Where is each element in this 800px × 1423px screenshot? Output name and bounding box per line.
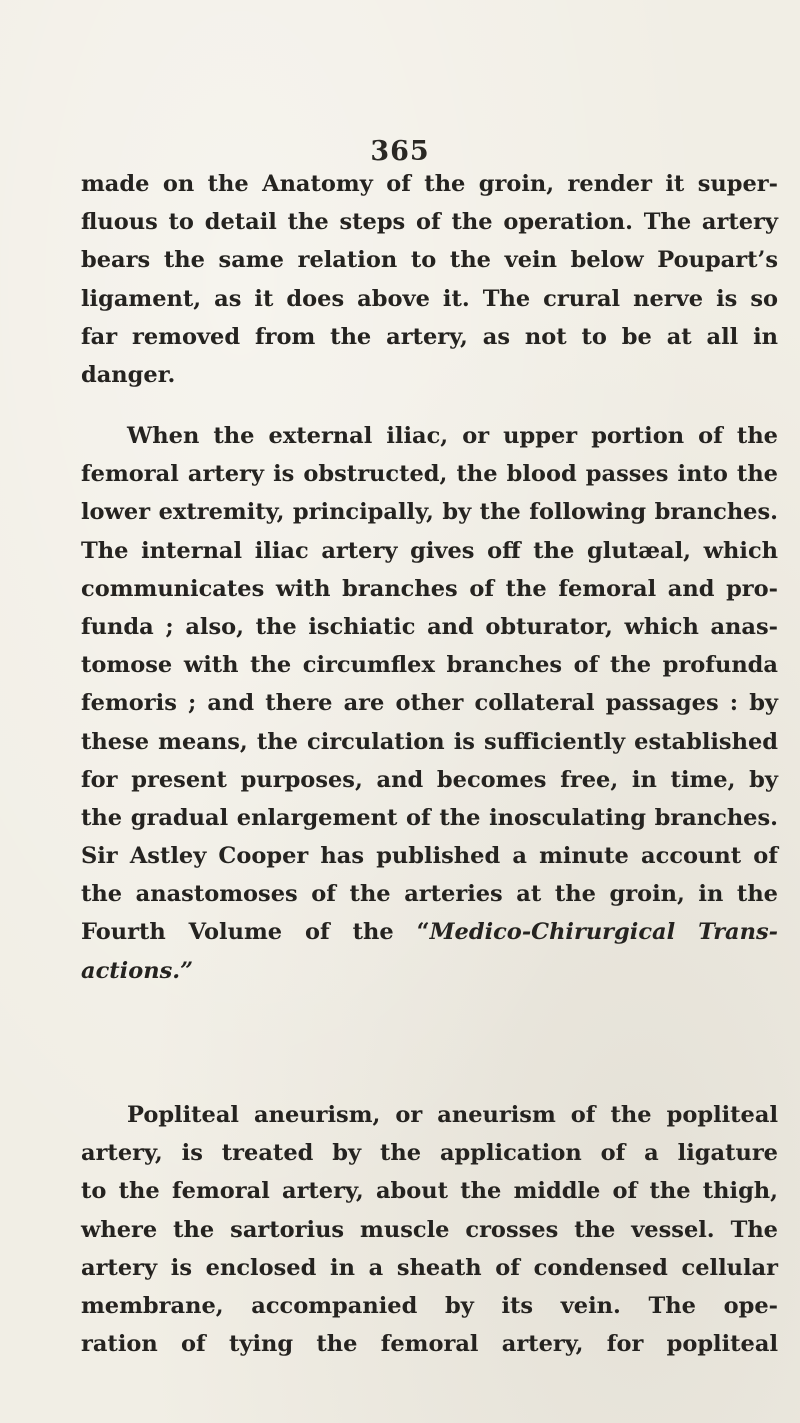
text-line-with-italic-title bbox=[81, 913, 778, 951]
text-line: membrane, accompanied by its vein. The ope- bbox=[81, 1292, 778, 1319]
italic-title-fragment: Medico-Chirurgical Trans- bbox=[429, 919, 778, 946]
text-line: artery, is treated by the application of a ligature bbox=[81, 1140, 778, 1167]
text-line: Popliteal aneurism, or aneurism of the popliteal bbox=[127, 1102, 778, 1128]
text-line: lower extremity, principally, by the following branches. bbox=[81, 499, 778, 526]
text-line: artery is enclosed in a sheath of condensed cellular bbox=[81, 1254, 778, 1281]
text-line: the anastomoses of the arteries at the groin, in the bbox=[81, 881, 778, 908]
text-line bbox=[81, 952, 778, 990]
paragraph-2 bbox=[81, 417, 778, 990]
text-line: funda ; also, the ischiatic and obturator, which anas- bbox=[81, 613, 778, 640]
text-line: danger. bbox=[81, 361, 176, 388]
text-line: The internal iliac artery gives off the glutæal, which bbox=[81, 537, 778, 564]
text-line: these means, the circulation is sufficiently established bbox=[81, 728, 778, 755]
text-line: When the external iliac, or upper portion of the bbox=[127, 423, 778, 449]
text-line: far removed from the artery, as not to be at all in bbox=[81, 323, 778, 350]
text-line: communicates with branches of the femoral and pro- bbox=[81, 575, 778, 602]
text-line: for present purposes, and becomes free, in time, by bbox=[81, 766, 778, 793]
text-line: where the sartorius muscle crosses the vessel. The bbox=[81, 1216, 778, 1243]
text-line: tomose with the circumflex branches of the profunda bbox=[81, 652, 778, 679]
text-line: made on the Anatomy of the groin, render it super- bbox=[81, 171, 778, 197]
text-line: bears the same relation to the vein below Poupart’s bbox=[81, 247, 778, 274]
text-fragment: Fourth Volume of the “ bbox=[81, 919, 430, 946]
text-line: ration of tying the femoral artery, for popliteal bbox=[81, 1331, 778, 1358]
text-line: femoral artery is obstructed, the blood passes into the bbox=[81, 461, 778, 488]
text-line: to the femoral artery, about the middle of the thigh, bbox=[81, 1178, 778, 1205]
text-line: the gradual enlargement of the inosculating branches. bbox=[81, 804, 778, 831]
text-line: fluous to detail the steps of the operation. The artery bbox=[81, 209, 778, 236]
text-line: Sir Astley Cooper has published a minute account of bbox=[81, 843, 778, 870]
page-number: 365 bbox=[370, 136, 430, 167]
paragraph-1 bbox=[81, 165, 778, 394]
paragraph-3 bbox=[81, 1096, 778, 1363]
italic-title-fragment: actions.” bbox=[81, 957, 194, 984]
text-line: ligament, as it does above it. The crural nerve is so bbox=[81, 285, 778, 312]
text-line: femoris ; and there are other collateral passages : by bbox=[81, 690, 778, 717]
